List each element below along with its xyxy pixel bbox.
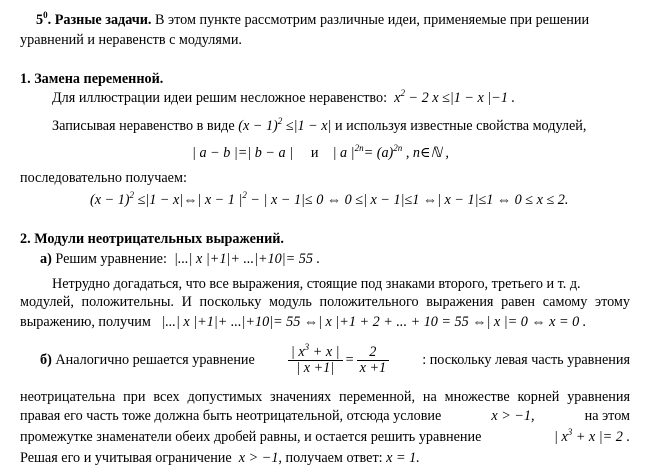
intro-text-1: В этом пункте рассмотрим различные идеи, применяемые при решении: [151, 12, 590, 28]
sec1-line-2: [52, 118, 586, 134]
fraction-right: $\frac{2}{x +1}$: [357, 345, 390, 376]
item-b-label: б): [40, 352, 52, 368]
intro-line-2: [20, 32, 242, 48]
p2-line4-answer: x = 1.: [386, 450, 420, 466]
item-b-equation: $\frac{| x^3 + x |}{| x +1|}$ = $\frac{2}{x +1}$: [285, 345, 392, 376]
sec1-properties: [192, 145, 449, 161]
p2-line2-formula: x > −1,: [491, 408, 535, 424]
fraction-left: $\frac{| x^3 + x |}{| x +1|}$: [288, 345, 343, 376]
prop-and: и: [310, 145, 319, 161]
prop-abs-power: | a $|^{2n}= (a)^{2n}$: [332, 143, 403, 161]
item-a-label: а): [40, 251, 52, 267]
intro-text-2: уравнений и неравенств с модулями.: [20, 32, 242, 48]
sec2-a-line: [40, 251, 320, 267]
p2-line4-text-b: получаем ответ:: [285, 450, 383, 466]
p2-line4-text-a: Решая его и учитывая ограничение: [20, 450, 232, 466]
p2-line2-tail: на этом: [584, 408, 630, 424]
sec2-p1-line-2: модулей, положительны. И поскольку модуль положительного выражения равен самому этому: [20, 294, 630, 310]
sec2-p2-line-2: [20, 408, 630, 424]
p1-line3-formula: |...| x |+1|+ ...|+10|= 55 ⇔| x |+1 + 2 + ... + 10 = 55 ⇔| x |= 0 ⇔ x = 0 .: [161, 314, 587, 330]
intro-line-1: [36, 12, 589, 28]
prop-abs-symmetry: | a − b |=| b − a |: [192, 145, 294, 161]
sec1-heading: 1. Замена переменной.: [20, 71, 164, 87]
sec2-p1-line-1: Нетрудно догадаться, что все выражения, стоящие под знаками второго, третьего и т. д.: [52, 276, 581, 292]
prop-natural: , n∈ℕ ,: [405, 145, 449, 161]
section-number-sup: 0: [43, 10, 48, 20]
sec1-line1-text: Для иллюстрации идеи решим несложное неравенство:: [52, 90, 388, 106]
sec2-heading: 2. Модули неотрицательных выражений.: [20, 231, 284, 247]
sec1-line2-text-b: и используя известные свойства модулей,: [335, 118, 587, 134]
sec1-inequality: $x^2 - 2$ x ≤|1 − x |−1 .: [394, 88, 516, 106]
sec2-p2-line-4: [20, 450, 420, 466]
item-b-text-a: Аналогично решается уравнение: [51, 352, 255, 368]
sec1-chain: $(x - 1)^2 \le|1$ − x|⇔| x − 1 $|^2$ − | x − 1|≤ 0 ⇔ 0 ≤| x − 1|≤1 ⇔| x − 1|≤1 ⇔ 0 ≤ x ≤ 2.: [90, 190, 569, 208]
item-a-text: Решим уравнение:: [51, 251, 167, 267]
p2-line4-formula: x > −1,: [238, 450, 282, 466]
sec1-line-3: последовательно получаем:: [20, 170, 187, 186]
p2-line3-text: промежутке знаменатели обеих дробей равны, и остается решить уравнение: [20, 429, 482, 445]
sec2-p2-line-1: неотрицательна при всех допустимых значениях переменной, на множестве корней уравнения: [20, 389, 630, 405]
sec1-line2-text-a: Записывая неравенство в виде: [52, 118, 235, 134]
sec2-p1-line-3: [20, 314, 586, 330]
sec2-b-line: [40, 342, 630, 376]
sec2-p2-line-3: [20, 429, 630, 445]
item-a-formula: |...| x |+1|+ ...|+10|= 55 .: [174, 251, 321, 267]
p1-line3-text: выражению, получим: [20, 314, 151, 330]
item-b-text-b: : поскольку левая часть уравнения: [422, 352, 630, 368]
sec1-line-1: [52, 90, 515, 106]
sec1-line2-formula: $(x - 1)^2 \le|1 - x|$: [238, 116, 332, 134]
section-number: 5: [36, 12, 44, 28]
section-title: . Разные задачи.: [47, 12, 152, 28]
p2-line2-text: правая его часть тоже должна быть неотрицательной, отсюда условие: [20, 408, 442, 424]
p2-line3-formula: | $x^3 + x$ |= 2 .: [554, 427, 630, 445]
